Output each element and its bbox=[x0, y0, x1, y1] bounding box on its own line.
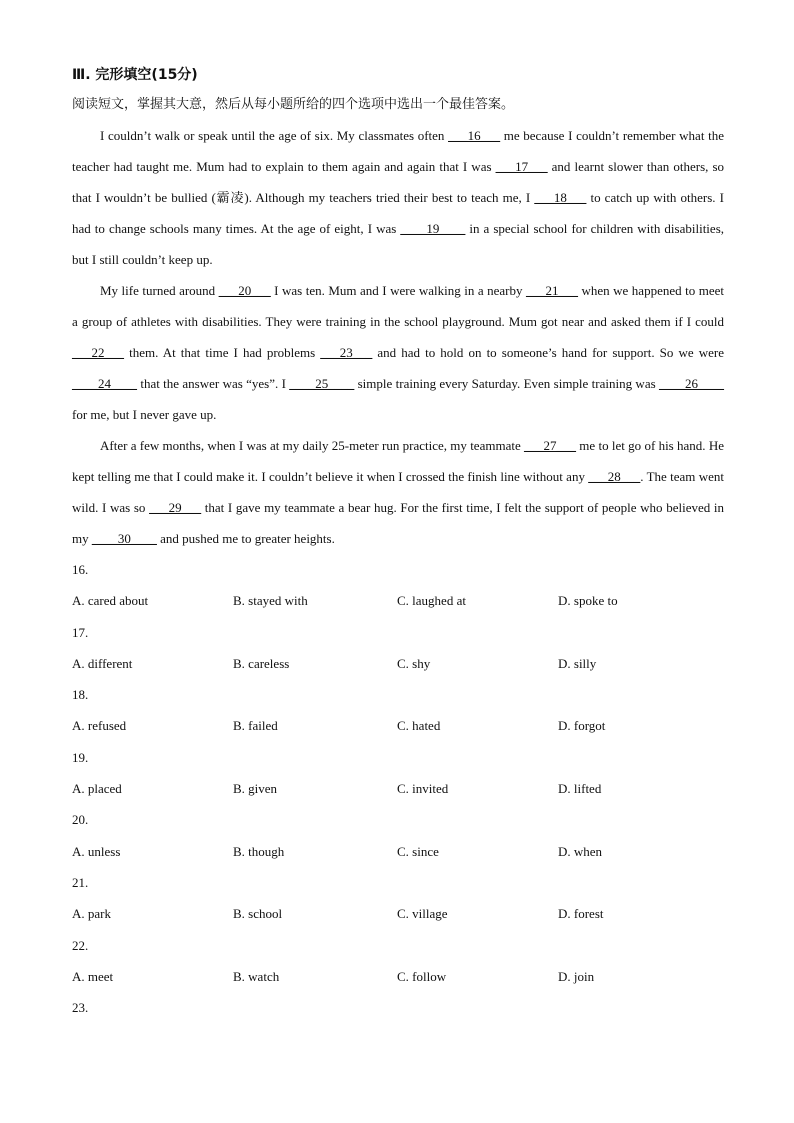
answer-blank: ____26____ bbox=[659, 376, 724, 391]
answer-blank: ___16___ bbox=[448, 128, 501, 143]
option-c: C. follow bbox=[397, 968, 447, 984]
passage-text: . The team went wild. I was so bbox=[72, 469, 724, 515]
option-d: D. when bbox=[558, 843, 603, 859]
option-row bbox=[72, 710, 724, 741]
question-list bbox=[72, 554, 724, 1023]
option-c: C. invited bbox=[397, 781, 449, 797]
option-a: A. different bbox=[72, 655, 133, 671]
answer-blank: ____19____ bbox=[400, 221, 466, 236]
option-d: D. join bbox=[558, 968, 595, 984]
option-d: D. spoke to bbox=[558, 593, 618, 609]
question-number: 18. bbox=[72, 687, 89, 703]
option-d: D. forest bbox=[558, 906, 604, 922]
option-c: C. laughed at bbox=[397, 593, 466, 609]
answer-blank: ____30____ bbox=[91, 531, 157, 546]
passage-text: After a few months, when I was at my daily 25-meter run practice, my teammate bbox=[100, 438, 525, 453]
answer-blank: ____25____ bbox=[289, 376, 355, 391]
question-number: 16. bbox=[72, 562, 89, 577]
passage-text: in a special school for children with disabilities, but I still couldn’t keep up. bbox=[72, 221, 725, 267]
passage-text: for me, but I never gave up. bbox=[72, 407, 217, 422]
passage-paragraph bbox=[72, 120, 724, 275]
passage-text: and had to hold on to someone’s hand for support. So we were bbox=[372, 345, 724, 360]
option-a: A. park bbox=[72, 906, 111, 922]
option-d: D. forgot bbox=[558, 718, 606, 734]
passage-text: that the answer was “yes”. I bbox=[137, 376, 290, 391]
section-title: Ⅲ. 完形填空(15分) bbox=[72, 67, 198, 83]
option-b: B. failed bbox=[233, 718, 278, 734]
passage-paragraph bbox=[72, 275, 724, 430]
answer-blank: ___27___ bbox=[524, 438, 577, 453]
question-number: 20. bbox=[72, 812, 89, 828]
passage-text: simple training every Saturday. Even simple training was bbox=[354, 376, 659, 391]
passage-text: when we happened to meet a group of athletes with disabilities. They were training in the school playground. Mum got near and asked them if I could bbox=[72, 283, 724, 329]
instructions: 阅读短文，掌握其大意，然后从每小题所给的四个选项中选出一个最佳答案。 bbox=[72, 97, 515, 112]
passage-text: them. At that time I had problems bbox=[124, 345, 321, 360]
option-d: D. lifted bbox=[558, 781, 602, 797]
option-row bbox=[72, 648, 724, 679]
answer-blank: ___21___ bbox=[526, 283, 578, 298]
option-a: A. refused bbox=[72, 718, 127, 734]
option-d: D. silly bbox=[558, 655, 597, 671]
answer-blank: ___23___ bbox=[320, 345, 373, 360]
question-number: 19. bbox=[72, 749, 89, 765]
option-row bbox=[72, 773, 724, 804]
option-c: C. village bbox=[397, 906, 448, 922]
option-c: C. since bbox=[397, 843, 439, 859]
passage bbox=[72, 120, 724, 554]
answer-blank: ___18___ bbox=[534, 190, 587, 205]
option-b: B. though bbox=[233, 843, 285, 859]
option-b: B. given bbox=[233, 781, 278, 797]
answer-blank: ____24____ bbox=[72, 376, 137, 391]
passage-text: and pushed me to greater heights. bbox=[156, 531, 335, 546]
option-b: B. school bbox=[233, 906, 283, 922]
worksheet-page bbox=[72, 62, 724, 1023]
option-a: A. unless bbox=[72, 843, 121, 859]
option-row bbox=[72, 961, 724, 992]
answer-blank: ___29___ bbox=[149, 500, 202, 515]
passage-text: My life turned around bbox=[100, 283, 219, 298]
option-b: B. watch bbox=[233, 968, 280, 984]
passage-text: to catch up with others. I had to change schools many times. At the age of eight, I was bbox=[72, 190, 725, 236]
option-c: C. hated bbox=[397, 718, 441, 734]
question-number: 23. bbox=[72, 1000, 89, 1016]
answer-blank: ___20___ bbox=[218, 283, 271, 298]
passage-text: and learnt slower than others, so that I wouldn’t be bullied (霸凌). Although my teachers tried their best to teach me, I bbox=[72, 159, 725, 205]
option-row bbox=[72, 898, 724, 929]
option-b: B. careless bbox=[233, 655, 290, 671]
passage-paragraph bbox=[72, 430, 724, 554]
option-row bbox=[72, 836, 724, 867]
question-number: 21. bbox=[72, 874, 89, 890]
passage-text: me because I couldn’t remember what the teacher had taught me. Mum had to explain to them again and again that I was bbox=[72, 128, 724, 174]
option-a: A. placed bbox=[72, 781, 122, 797]
option-a: A. cared about bbox=[72, 593, 149, 609]
answer-blank: ___22___ bbox=[72, 345, 124, 360]
passage-text: that I gave my teammate a bear hug. For the first time, I felt the support of people who believed in my bbox=[72, 500, 724, 546]
passage-text: me to let go of his hand. He kept telling me that I could make it. I couldn’t believe it when I crossed the finish line without any bbox=[72, 438, 724, 484]
option-c: C. shy bbox=[397, 655, 431, 671]
option-a: A. meet bbox=[72, 968, 114, 984]
answer-blank: ___28___ bbox=[588, 469, 641, 484]
question-number: 17. bbox=[72, 624, 89, 640]
option-b: B. stayed with bbox=[233, 593, 308, 609]
question-number: 22. bbox=[72, 937, 89, 953]
passage-text: I couldn’t walk or speak until the age of six. My classmates often bbox=[100, 128, 449, 143]
option-row bbox=[72, 585, 724, 616]
answer-blank: ___17___ bbox=[495, 159, 548, 174]
passage-text: I was ten. Mum and I were walking in a nearby bbox=[270, 283, 526, 298]
